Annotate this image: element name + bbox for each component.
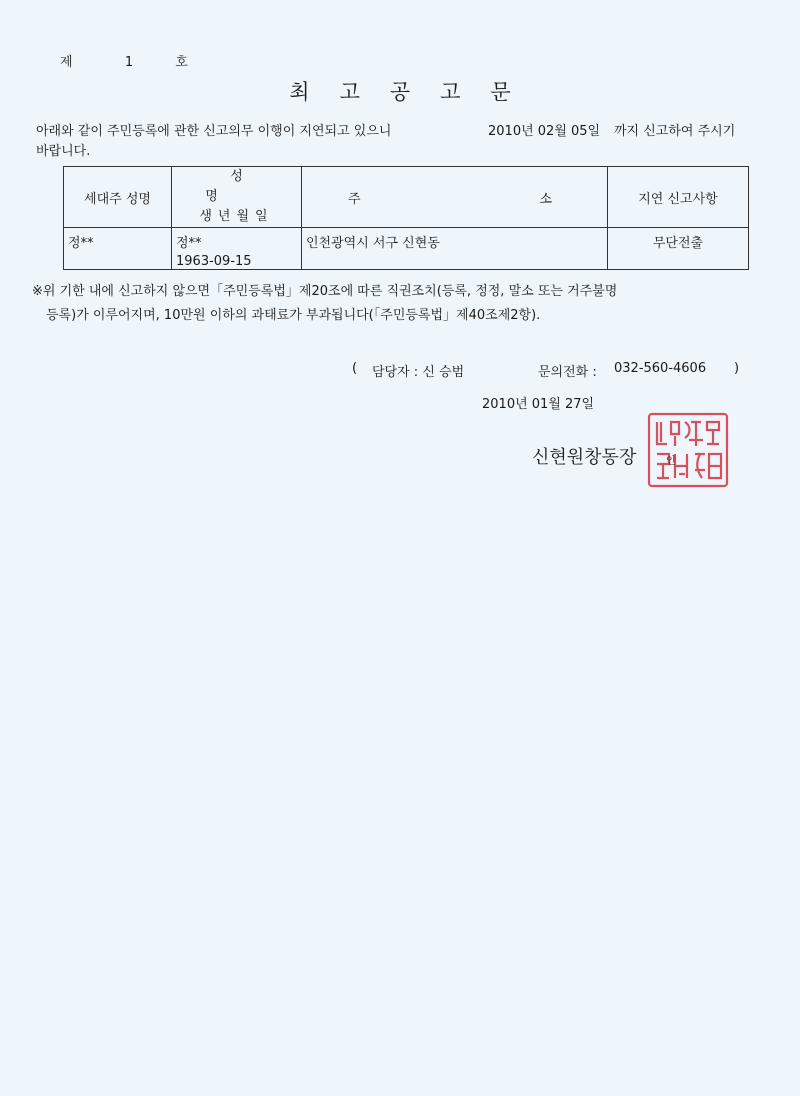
cell-name-birth <box>172 228 302 270</box>
table-row <box>64 228 749 270</box>
header-birth: 생년월일 <box>199 209 274 224</box>
header-name: 성 명 <box>205 169 293 204</box>
doc-number-suffix: 호 <box>175 55 188 70</box>
cell-householder: 정** <box>64 228 172 270</box>
seal-mark: 인 <box>666 456 676 467</box>
contact-person: 담당자 : 신 승범 <box>372 365 465 380</box>
intro-text-line2: 바랍니다. <box>36 144 91 159</box>
cell-address: 인천광역시 서구 신현동 <box>302 228 608 270</box>
notice-table <box>63 166 749 270</box>
official-seal-stamp <box>645 410 731 490</box>
contact-phone-label: 문의전화 : <box>538 365 597 380</box>
contact-paren-close: ) <box>734 361 740 376</box>
document-title: 최고공고문 <box>289 80 541 104</box>
cell-report: 무단전출 <box>608 228 749 270</box>
notice-text-line1: ※위 기한 내에 신고하지 않으면「주민등록법」제20조에 따른 직권조치(등록, 정정, 말소 또는 거주불명 <box>32 284 618 299</box>
document-number <box>60 51 188 70</box>
signer-title: 신현원창동장 <box>532 447 637 468</box>
notice-text-line2: 등록)가 이루어지며, 10만원 이하의 과태료가 부과됩니다(「주민등록법」제40조제2항). <box>46 308 541 323</box>
header-address <box>302 167 608 228</box>
intro-text-line1-end: 까지 신고하여 주시기 <box>614 124 736 139</box>
contact-paren-open: ( <box>352 361 358 376</box>
header-name-birth <box>172 167 302 228</box>
header-address-a: 주 <box>348 191 361 207</box>
table-header-row <box>64 167 749 228</box>
deadline-date: 2010년 02월 05일 <box>488 124 601 139</box>
cell-name: 정** <box>176 236 202 251</box>
doc-number-value: 1 <box>124 55 134 70</box>
header-householder: 세대주 성명 <box>64 167 172 228</box>
intro-text-line1: 아래와 같이 주민등록에 관한 신고의무 이행이 지연되고 있으니 <box>36 124 392 139</box>
issue-date: 2010년 01월 27일 <box>482 397 595 412</box>
cell-birth: 1963-09-15 <box>176 254 252 269</box>
header-report: 지연 신고사항 <box>608 167 749 228</box>
contact-phone: 032-560-4606 <box>614 361 707 376</box>
doc-number-prefix: 제 <box>60 55 73 70</box>
header-address-b: 소 <box>539 191 552 207</box>
